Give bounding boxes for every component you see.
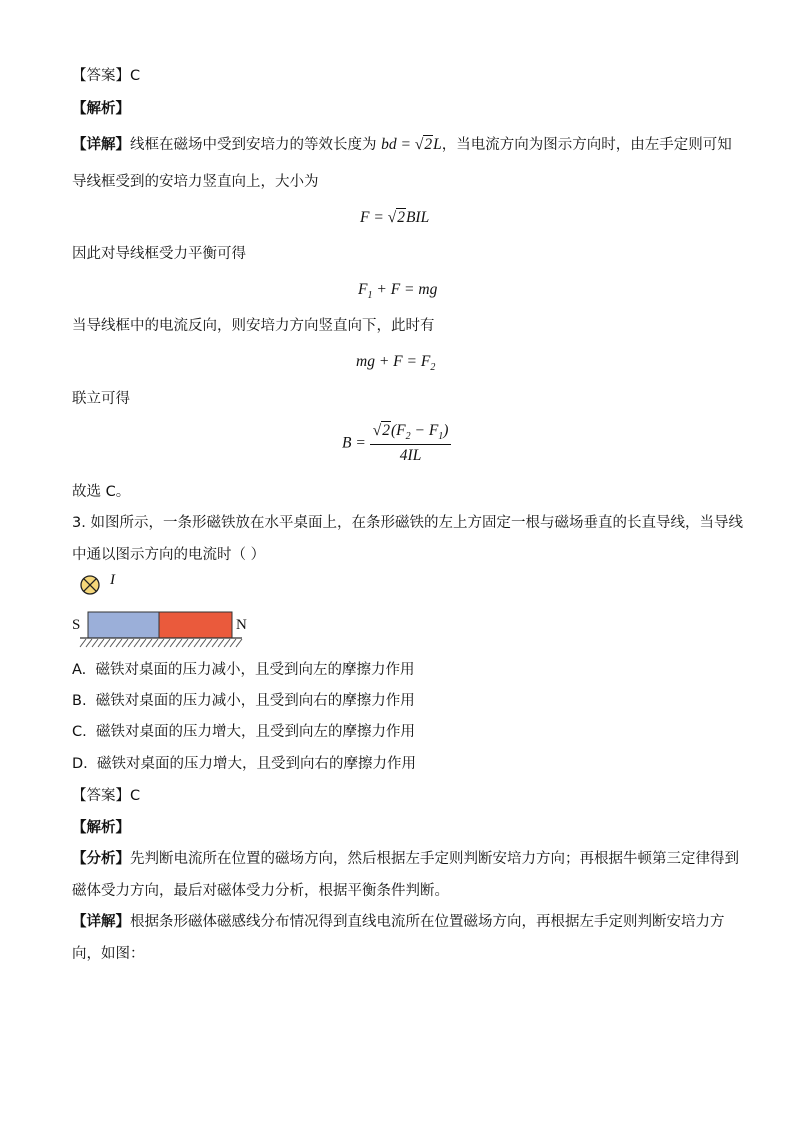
- option-c: [72, 722, 415, 742]
- analysis-fen-text: 先判断电流所在位置的磁场方向，然后根据左手定则判断安培力方向；再根据牛顿第三定律得到: [130, 851, 739, 867]
- option-d: [72, 754, 416, 774]
- fraction: [370, 422, 452, 465]
- magnet-n-pole: [159, 612, 232, 638]
- magnet-s-pole: [88, 612, 159, 638]
- option-c-letter: C.: [72, 724, 87, 740]
- answer-value: C: [130, 68, 141, 84]
- analysis-fen-label: 【分析】: [72, 851, 130, 867]
- magnet-n-label: N: [236, 617, 247, 633]
- option-a-letter: A.: [72, 662, 87, 678]
- detail-2-line-2: 向，如图：: [72, 946, 145, 962]
- option-b-text: 磁铁对桌面的压力减小，且受到向右的摩擦力作用: [95, 693, 415, 709]
- answer-line-1: [72, 66, 140, 86]
- inline-formula-bd: bd = √2L: [381, 136, 442, 153]
- detail-line-2: 导线框受到的安培力竖直向上，大小为: [72, 174, 319, 190]
- detail-label: 【详解】: [72, 137, 130, 153]
- option-a-text: 磁铁对桌面的压力减小，且受到向左的摩擦力作用: [95, 662, 415, 678]
- option-d-text: 磁铁对桌面的压力增大，且受到向右的摩擦力作用: [97, 756, 416, 772]
- magnet-s-label: S: [72, 617, 81, 633]
- text-reverse: 当导线框中的电流反向，则安培力方向竖直向下，此时有: [72, 318, 435, 334]
- answer-label: 【答案】: [72, 68, 130, 84]
- fraction-denominator: 4IL: [399, 447, 422, 465]
- detail-text-b: ，当电流方向为图示方向时，由左手定则可知: [441, 137, 732, 153]
- question-3-line-1: 3. 如图所示，一条形磁铁放在水平桌面上，在条形磁铁的左上方固定一根与磁场垂直的长直导线，当导线: [72, 515, 743, 531]
- answer-value-2: C: [130, 788, 141, 804]
- equation-b-fraction: B = $\frac{√2(F_2 - F_1)}{4IL}$: [342, 422, 451, 465]
- detail-2-label: 【详解】: [72, 914, 130, 930]
- equation-mg-f-f2: mg + $F = F_2$: [356, 353, 436, 374]
- text-balance: 因此对导线框受力平衡可得: [72, 246, 246, 262]
- equation-f1-f-mg: $F_1 + F$ = mg: [358, 281, 438, 302]
- text-combine: 联立可得: [72, 391, 130, 407]
- detail-2-text: 根据条形磁体磁感线分布情况得到直线电流所在位置磁场方向，再根据左手定则判断安培力方: [130, 914, 725, 930]
- analysis-label-1: 【解析】: [72, 101, 130, 117]
- analysis-fen-line-2: 磁体受力方向，最后对磁体受力分析，根据平衡条件判断。: [72, 883, 449, 899]
- option-a: [72, 660, 415, 680]
- option-b-letter: B.: [72, 693, 87, 709]
- text-choose: 故选 C。: [72, 484, 131, 500]
- current-into-page-icon: [81, 576, 99, 594]
- detail-line-1: [72, 135, 732, 155]
- answer-label-2: 【答案】: [72, 788, 130, 804]
- magnet-figure: [66, 570, 266, 652]
- table-surface: [80, 638, 242, 647]
- option-c-text: 磁铁对桌面的压力增大，且受到向左的摩擦力作用: [95, 724, 415, 740]
- equation-f-bil: F = √2BIL: [360, 209, 430, 226]
- current-label: I: [110, 572, 115, 588]
- analysis-label-2: 【解析】: [72, 820, 130, 836]
- answer-line-2: [72, 786, 140, 806]
- option-d-letter: D.: [72, 756, 88, 772]
- option-b: [72, 691, 415, 711]
- fraction-numerator: $√2(F_2 - F_1)$: [370, 422, 452, 445]
- detail-text-a: 线框在磁场中受到安培力的等效长度为: [130, 137, 377, 153]
- detail-2-line-1: [72, 912, 725, 932]
- question-3-line-2: 中通以图示方向的电流时（ ）: [72, 547, 266, 563]
- analysis-fen-line-1: [72, 849, 739, 869]
